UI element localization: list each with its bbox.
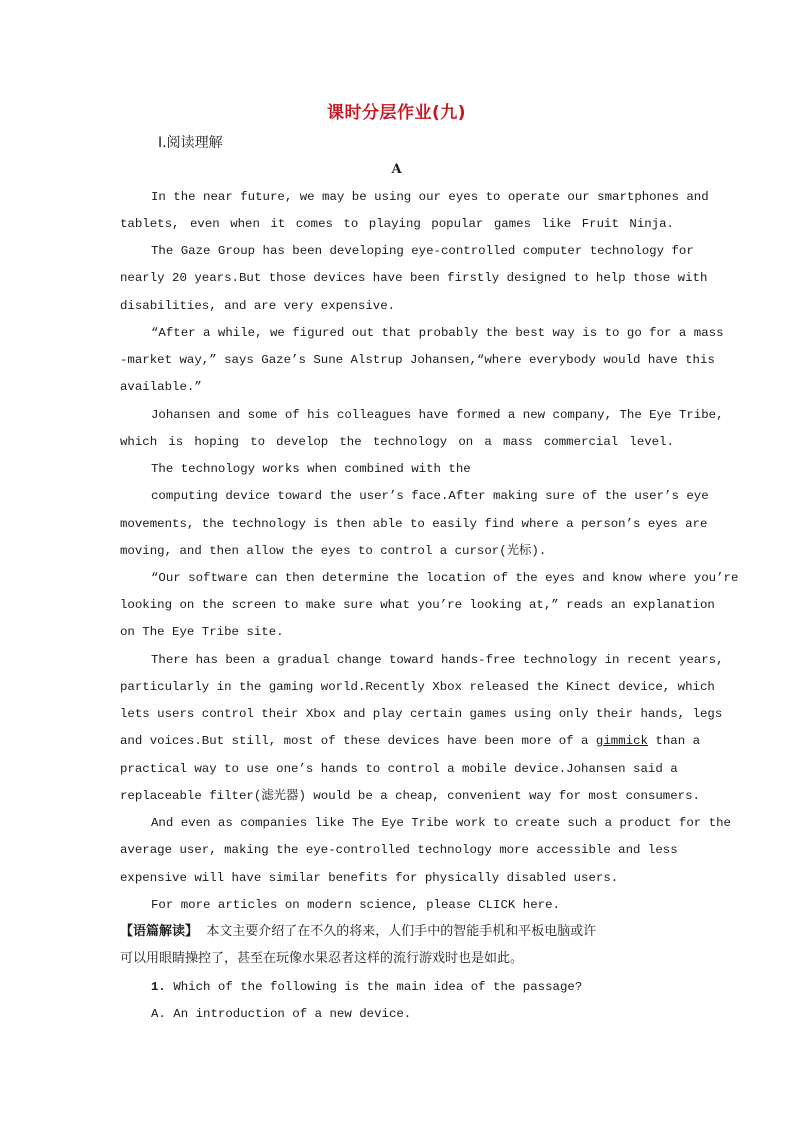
- analysis-tag: 【语篇解读】: [120, 924, 199, 939]
- text-line: movements, the technology is then able to easily find where a person’s eyes are: [120, 517, 708, 531]
- text-line: disabilities, and are very expensive.: [120, 299, 396, 313]
- passage-label: A: [391, 162, 402, 177]
- text-line: For more articles on modern science, please CLICK here.: [151, 898, 560, 912]
- text-segment: and voices.But still, most of these devices have been more of a: [120, 734, 589, 748]
- text-line: [120, 733, 701, 749]
- text-line: Johansen and some of his colleagues have formed a new company, The Eye Tribe,: [151, 408, 724, 422]
- question-number: 1.: [151, 980, 166, 994]
- analysis-line: 可以用眼睛操控了，甚至在玩像水果忍者这样的流行游戏时也是如此。: [120, 951, 524, 966]
- analysis-line: [120, 924, 674, 940]
- text-line: available.”: [120, 380, 202, 394]
- text-line: expensive will have similar benefits for physically disabled users.: [120, 871, 619, 885]
- text-line: “After a while, we figured out that probably the best way is to go for a mass: [151, 326, 724, 340]
- text-line: computing device toward the user’s face.After making sure of the user’s eye: [151, 489, 709, 503]
- text-line: The technology works when combined with the: [151, 462, 471, 476]
- text-line: moving, and then allow the eyes to control a cursor(光标).: [120, 544, 547, 558]
- text-line: average user, making the eye-controlled technology more accessible and less: [120, 843, 678, 857]
- text-line: on The Eye Tribe site.: [120, 625, 284, 639]
- text-line: nearly 20 years.But those devices have been firstly designed to help those with: [120, 271, 708, 285]
- analysis-text: 本文主要介绍了在不久的将来，人们手中的智能手机和平板电脑或许: [206, 924, 597, 939]
- text-line: practical way to use one’s hands to control a mobile device.Johansen said a: [120, 762, 678, 776]
- text-line: In the near future, we may be using our eyes to operate our smartphones and: [151, 190, 709, 204]
- text-line: tablets, even when it comes to playing popular games like Fruit Ninja.: [120, 217, 674, 231]
- text-line: particularly in the gaming world.Recently Xbox released the Kinect device, which: [120, 680, 715, 694]
- text-line: lets users control their Xbox and play certain games using only their hands, legs: [120, 707, 723, 721]
- question-text: Which of the following is the main idea of the passage?: [173, 980, 583, 994]
- text-line: replaceable filter(滤光器) would be a cheap, convenient way for most consumers.: [120, 789, 700, 803]
- text-line: “Our software can then determine the location of the eyes and know where you’re: [151, 571, 739, 585]
- page-title: 课时分层作业(九): [326, 103, 467, 123]
- underlined-word: gimmick: [595, 734, 648, 748]
- text-line: -market way,” says Gaze’s Sune Alstrup Johansen,“where everybody would have this: [120, 353, 715, 367]
- section-heading: Ⅰ.阅读理解: [158, 135, 223, 151]
- text-line: which is hoping to develop the technology on a mass commercial level.: [120, 435, 674, 449]
- text-segment: than a: [655, 734, 701, 748]
- text-line: There has been a gradual change toward hands-free technology in recent years,: [151, 653, 724, 667]
- text-line: And even as companies like The Eye Tribe work to create such a product for the: [151, 816, 731, 830]
- text-line: looking on the screen to make sure what you’re looking at,” reads an explanation: [120, 598, 715, 612]
- option-a: A. An introduction of a new device.: [151, 1007, 412, 1021]
- text-line: The Gaze Group has been developing eye-controlled computer technology for: [151, 244, 694, 258]
- question-line: [151, 979, 674, 995]
